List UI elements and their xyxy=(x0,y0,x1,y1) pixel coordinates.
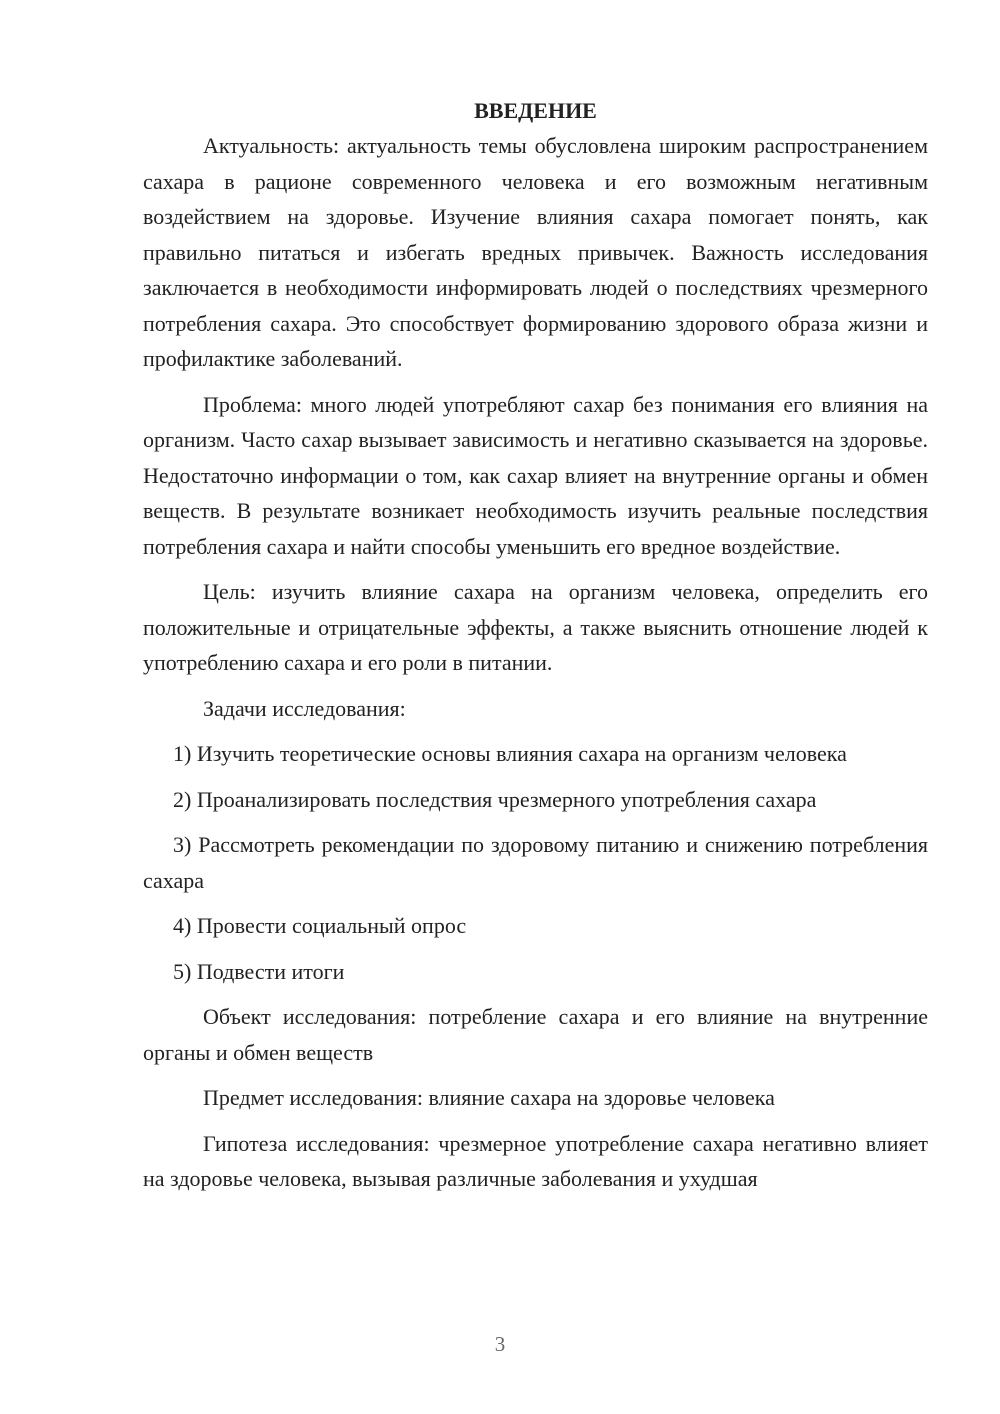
paragraph-problem: Проблема: много людей употребляют сахар без понимания его влияния на организм. Часто сахар вызывает зависимость и негативно сказывается на здоровье. Недостаточно информации о том, как сахар влияет на внутренние органы и обмен веществ. В результате возникает необходимость изучить реальные последствия потребления сахара и найти способы уменьшить его вредное воздействие. xyxy=(143,391,928,559)
task-item-1: 1) Изучить теоретические основы влияния сахара на организм человека xyxy=(173,741,847,766)
tasks-heading: Задачи исследования: xyxy=(203,695,406,721)
task-item-2: 2) Проанализировать последствия чрезмерного употребления сахара xyxy=(173,786,817,812)
paragraph-subject: Предмет исследования: влияние сахара на здоровье человека xyxy=(203,1085,775,1110)
task-item-5: 5) Подвести итоги xyxy=(173,958,345,984)
page-number: 3 xyxy=(494,1332,506,1356)
document-page xyxy=(143,93,928,1197)
task-item-3: 3) Рассмотреть рекомендации по здоровому питанию и снижению потребления сахара xyxy=(143,832,928,893)
task-item-4: 4) Провести социальный опрос xyxy=(173,913,467,938)
paragraph-hypothesis: Гипотеза исследования: чрезмерное употребление сахара негативно влияет на здоровье человека, вызывая различные заболевания и ухудшая xyxy=(143,1130,928,1191)
paragraph-relevance: Актуальность: актуальность темы обусловлена широким распространением сахара в рационе современного человека и его возможным негативным воздействием на здоровье. Изучение влияния сахара помогает понять, как правильно питаться и избегать вредных привычек. Важность исследования заключается в необходимости информировать людей о последствиях чрезмерного потребления сахара. Это способствует формированию здорового образа жизни и профилактике заболеваний. xyxy=(143,133,928,371)
paragraph-goal: Цель: изучить влияние сахара на организм человека, определить его положительные и отрицательные эффекты, а также выяснить отношение людей к употреблению сахара и его роли в питании. xyxy=(143,579,928,675)
tasks-list xyxy=(143,736,928,989)
page-title: ВВЕДЕНИЕ xyxy=(474,98,597,123)
paragraph-object: Объект исследования: потребление сахара и его влияние на внутренние органы и обмен веществ xyxy=(143,1004,928,1065)
